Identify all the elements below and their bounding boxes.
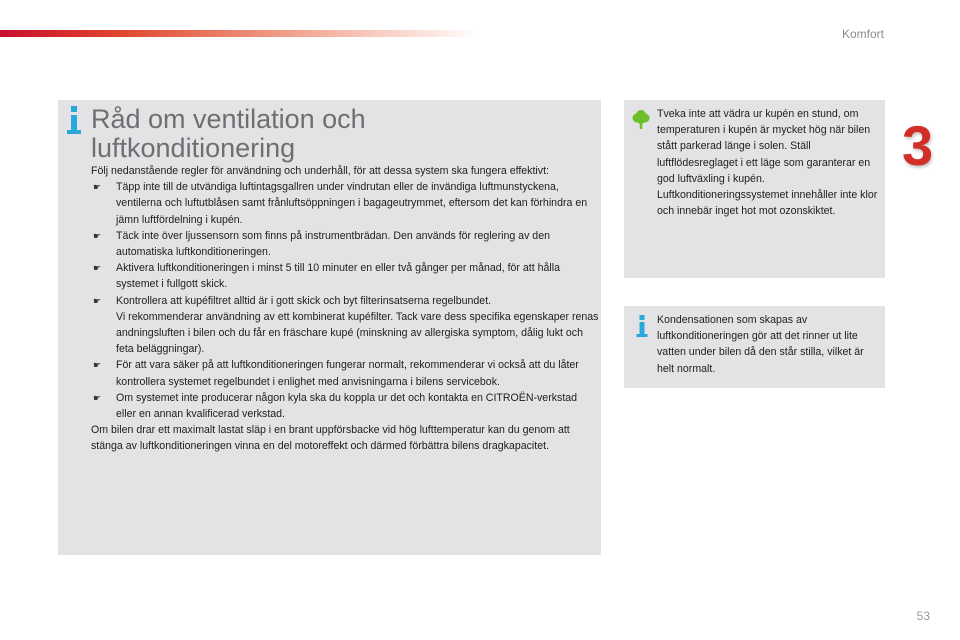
list-item: ☛ Aktivera luftkonditioneringen i minst 5 till 10 minuter en eller två gånger per månad, för att hålla systemet i fullgott skick.	[93, 262, 560, 291]
header-accent-bar	[0, 30, 480, 37]
bullet-icon: ☛	[93, 263, 102, 274]
note-text: Kondensationen som skapas av luftkonditioneringen gör att det rinner ut lite vatten under bilen då den står stilla, vilket är helt normalt.	[657, 314, 864, 375]
list-item: ☛ Täpp inte till de utvändiga luftintagsgallren under vindrutan eller de invändiga luftmunstyckena, ventilerna och luftutblåsen samt frånluftsöppningen i bagageutrymmet, eftersom det kan förhindra en jämn luftfördelning i kupén.	[93, 181, 588, 226]
section-title: Komfort	[841, 27, 884, 41]
advice-body	[91, 163, 599, 455]
advice-list	[91, 179, 599, 422]
info-icon	[636, 315, 648, 337]
list-item: ☛ Om systemet inte producerar någon kyla ska du koppla ur det och kontakta en CITROËN-verkstad eller en annan kvalificerad verkstad.	[93, 391, 578, 421]
bullet-icon: ☛	[93, 392, 102, 403]
list-item: ☛ För att vara säker på att luftkonditioneringen fungerar normalt, rekommenderar vi också att du låter kontrollera systemet regelbundet i enlighet med anvisningarna i bilens servicebok.	[93, 359, 579, 388]
list-item: ☛ Kontrollera att kupéfiltret alltid är i gott skick och byt filterinsatserna regelbundet. Vi rekommenderar användning av ett kombinerat kupéfilter. Tack vare dess specifika egenskaper renas andningsluften i bilen och du får en fräschare kupé (minskning av allergiska symptom, dålig lukt och feta beläggningar).	[93, 294, 599, 356]
page-number: 53	[916, 609, 930, 623]
bullet-icon: ☛	[93, 230, 102, 241]
ventilation-advice-panel	[58, 100, 601, 555]
intro-text: Följ nedanstående regler för användning och underhåll, för att dessa system ska fungera effektivt:	[91, 165, 549, 177]
tree-icon	[632, 109, 650, 129]
page-title: Råd om ventilation och luftkonditionering	[91, 104, 366, 163]
info-icon	[66, 106, 82, 134]
chapter-number: 3	[902, 114, 934, 177]
bullet-icon: ☛	[93, 295, 102, 306]
bullet-icon: ☛	[93, 182, 102, 193]
eco-tip-panel	[624, 100, 885, 278]
tip-text: Tveka inte att vädra ur kupén en stund, om temperaturen i kupén är mycket hög när bilen stått parkerad länge i solen. Ställ luftflödesreglaget i ett läge som garanterar en god luftväxling i kupén. Luftkonditioneringssystemet innehåller inte klor och innebär inget hot mot ozonskiktet.	[657, 108, 878, 218]
info-note-panel	[624, 306, 885, 388]
list-item: ☛ Täck inte över ljussensorn som finns på instrumentbrädan. Den används för reglering av den automatiska luftkonditioneringen.	[93, 229, 550, 259]
closing-text: Om bilen drar ett maximalt lastat släp i en brant uppförsbacke vid hög lufttemperatur kan du genom att stänga av luftkonditioneringen vinna en del motoreffekt och därmed förbättra bilens dragkapacitet.	[91, 424, 570, 453]
bullet-icon: ☛	[93, 360, 102, 371]
